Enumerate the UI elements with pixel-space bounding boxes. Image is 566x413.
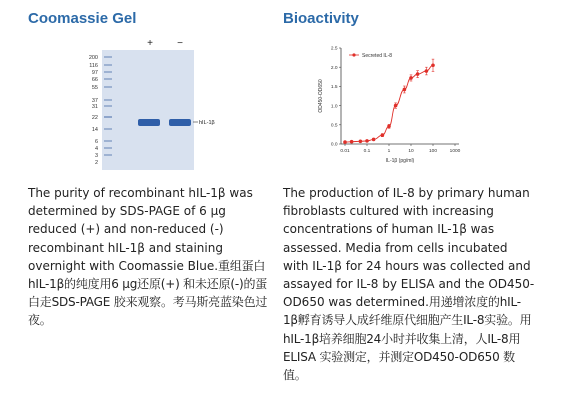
chart-legend	[349, 53, 392, 59]
mw-label: 3	[94, 153, 98, 159]
series-line	[345, 65, 433, 142]
x-tick-label: 100	[428, 149, 438, 154]
x-tick-label: 0.1	[363, 149, 371, 154]
lane-mark-nonreduced: −	[177, 38, 183, 49]
bioactivity-caption	[283, 184, 535, 384]
data-point	[372, 138, 376, 142]
bioactivity-caption-en: The production of IL-8 by primary human fibroblasts cultured with increasing concentrations of human IL-1β was assessed. Media from cells incubated with IL-1β for 24 hours was collected and assayed for IL-8 by ELISA and the OD450-OD650 was determined.	[283, 186, 535, 310]
data-point	[416, 72, 420, 76]
x-tick-label: 0.01	[340, 149, 350, 154]
bioactivity-caption-cn: 用递增浓度的hIL-1β孵育诱导人成纤维原代细胞产生IL-8实验。用hIL-1β培养细胞24小时并收集上清，人IL-8用ELISA 实验测定，并测定OD450-OD650 数值。	[283, 295, 532, 383]
mw-ladder-labels	[89, 55, 98, 166]
y-tick-label: 2.5	[330, 46, 338, 52]
data-point	[431, 63, 435, 67]
data-point	[359, 140, 363, 144]
y-axis-label: OD450-OD650	[318, 79, 324, 113]
section-heading-coomassie: Coomassie Gel	[28, 10, 137, 27]
mw-label: 6	[94, 139, 98, 145]
gel-caption-en: The purity of recombinant hIL-1β was determined by SDS-PAGE of 6 μg reduced (+) and non-reduced (-) recombinant hIL-1β and staining overnight with Coomassie Blue.	[28, 186, 253, 273]
y-ticks	[331, 46, 341, 148]
mw-label: 116	[89, 63, 98, 69]
y-tick-label: 1.5	[330, 85, 338, 91]
x-tick-label: 10	[408, 149, 414, 154]
x-axis-label: IL-1β (pg/ml)	[385, 158, 415, 164]
gel-caption	[28, 184, 268, 330]
mw-label: 37	[91, 98, 98, 104]
mw-label: 4	[94, 146, 98, 152]
series-secreted-il8	[343, 59, 435, 144]
x-tick-label: 1000	[449, 149, 461, 154]
gel-figure	[72, 36, 215, 174]
mw-label: 22	[91, 115, 98, 121]
bioactivity-chart	[309, 38, 469, 168]
gel-caption-cn: 重组蛋白hIL-1β的纯度用6 μg还原(+) 和未还原(-)的蛋白走SDS-PAGE 胶来观察。考马斯亮蓝染色过夜。	[28, 258, 268, 328]
data-point	[350, 140, 354, 144]
mw-label: 2	[94, 160, 98, 166]
data-point	[394, 104, 398, 108]
y-tick-label: 1.0	[330, 104, 338, 110]
band-reduced	[138, 119, 160, 126]
y-tick-label: 2.0	[330, 65, 338, 71]
data-point	[387, 125, 391, 129]
mw-label: 200	[88, 55, 98, 61]
ladder-bands	[104, 56, 112, 156]
y-tick-label: 0.0	[330, 142, 338, 148]
data-point	[403, 88, 407, 92]
data-point	[381, 133, 385, 137]
data-point	[425, 69, 429, 73]
lane-mark-reduced: +	[147, 38, 153, 49]
band-label: hIL-1β	[199, 120, 215, 126]
legend-marker	[352, 53, 355, 56]
band-nonreduced	[169, 119, 191, 126]
data-point	[409, 76, 413, 80]
mw-label: 97	[91, 70, 98, 76]
gel-body	[102, 50, 194, 170]
y-tick-label: 0.5	[330, 123, 338, 129]
section-heading-bioactivity: Bioactivity	[283, 10, 359, 27]
mw-label: 66	[91, 77, 98, 83]
data-point	[343, 140, 347, 144]
mw-label: 31	[91, 104, 98, 110]
data-point	[365, 139, 369, 143]
legend-label: Secreted IL-8	[362, 53, 393, 59]
x-tick-label: 1	[387, 149, 391, 154]
x-ticks	[340, 144, 460, 154]
mw-label: 55	[91, 85, 98, 91]
mw-label: 14	[91, 127, 98, 133]
